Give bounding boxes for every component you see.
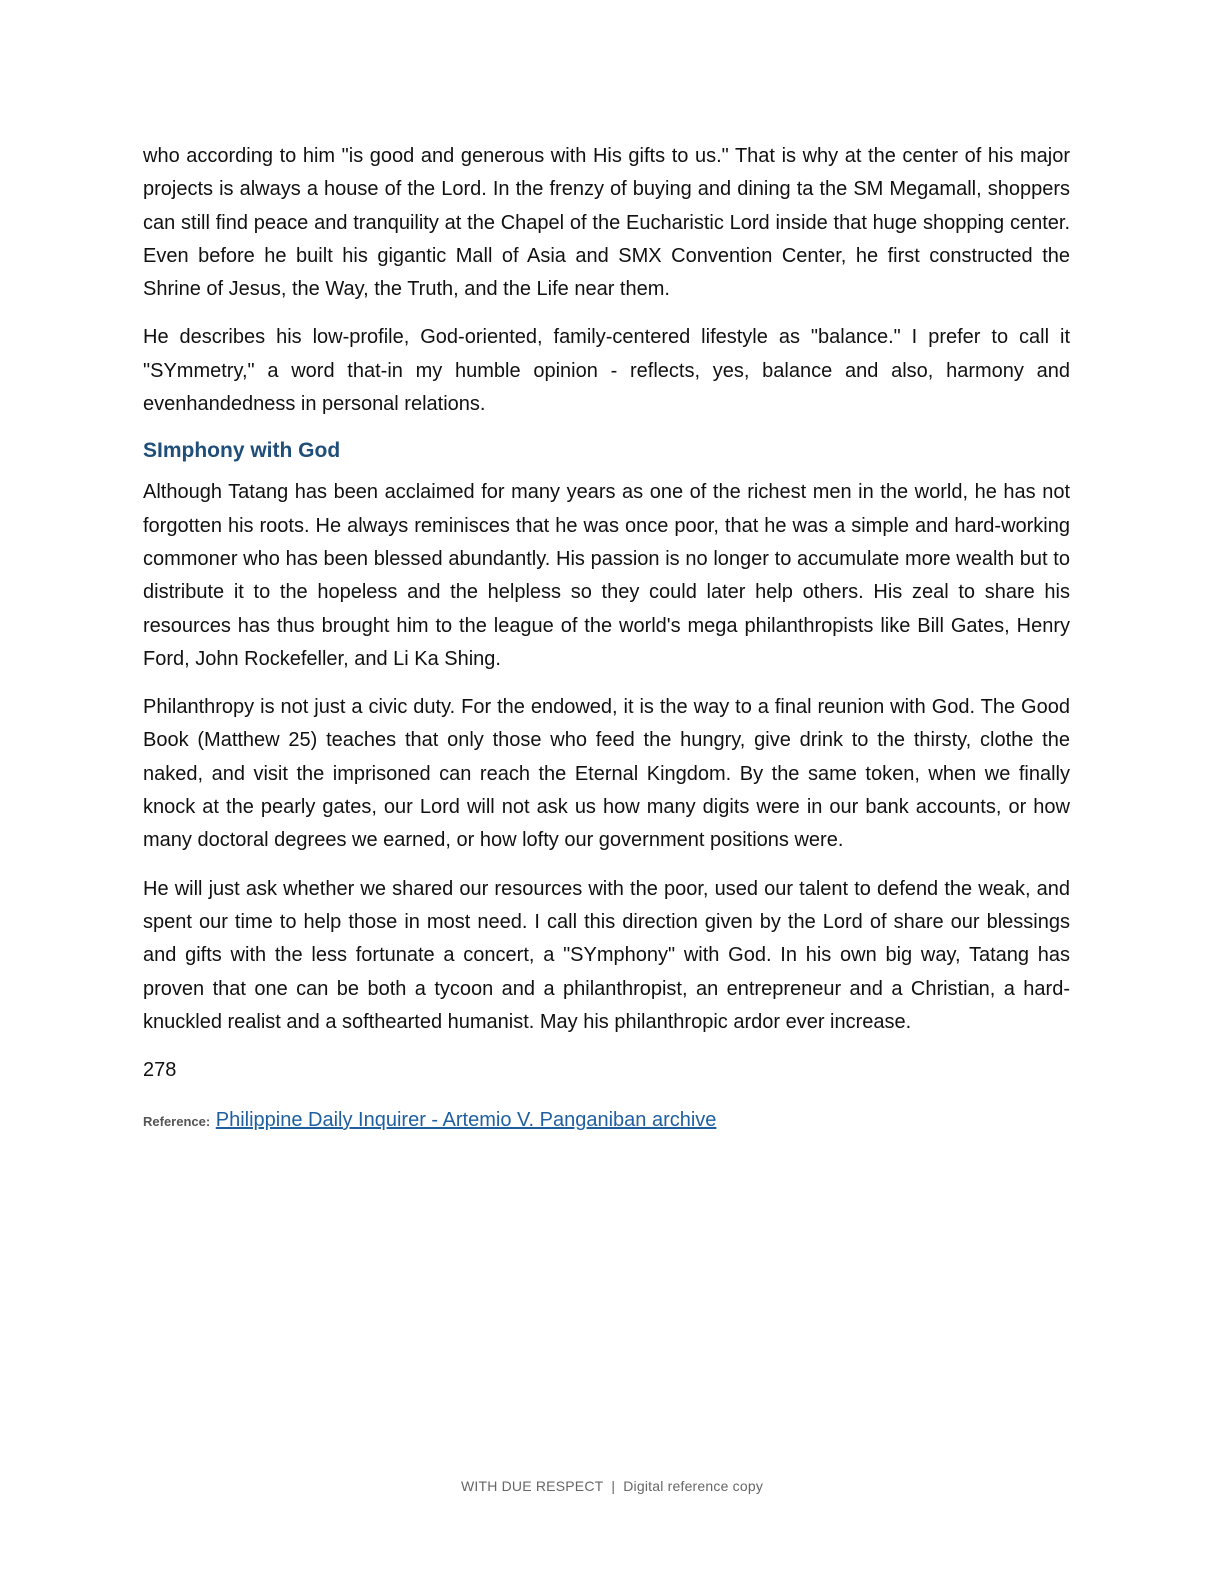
section-paragraph-3: He will just ask whether we shared our resources with the poor, used our talent to defend the weak, and spent our time to help those in most need. I call this direction given by the Lord of share our blessings and gifts with the less fortunate a concert, a "SYmphony" with God. In his own big way, Tatang has proven that one can be both a tycoon and a philanthropist, an entrepreneur and a Christian, a hard-knuckled realist and a softhearted humanist. May his philanthropic ardor ever increase. bbox=[143, 877, 1070, 1033]
page-number: 278 bbox=[143, 1059, 177, 1082]
footer-separator: | bbox=[611, 1478, 616, 1494]
page-footer bbox=[0, 1478, 1224, 1494]
section-paragraph-2: Philanthropy is not just a civic duty. For the endowed, it is the way to a final reunion with God. The Good Book (Matthew 25) teaches that only those who feed the hungry, give drink to the thirsty, clothe the naked, and visit the imprisoned can reach the Eternal Kingdom. By the same token, when we finally knock at the pearly gates, our Lord will not ask us how many digits were in our bank accounts, or how many doctoral degrees we earned, or how lofty our government positions were. bbox=[143, 696, 1070, 852]
footer-title: WITH DUE RESPECT bbox=[460, 1478, 604, 1494]
section-heading: SImphony with God bbox=[143, 439, 341, 463]
document-body bbox=[143, 140, 1070, 1137]
footer-subtitle: Digital reference copy bbox=[623, 1478, 764, 1494]
reference-line bbox=[143, 1105, 1070, 1137]
reference-label: Reference: bbox=[143, 1114, 211, 1130]
reference-link[interactable]: Philippine Daily Inquirer - Artemio V. Panganiban archive bbox=[215, 1109, 717, 1132]
body-paragraph-1: who according to him "is good and generous with His gifts to us." That is why at the center of his major projects is always a house of the Lord. In the frenzy of buying and dining ta the SM Megamall, shoppers can still find peace and tranquility at the Chapel of the Eucharistic Lord inside that huge shopping center. Even before he built his gigantic Mall of Asia and SMX Convention Center, he first constructed the Shrine of Jesus, the Way, the Truth, and the Life near them. bbox=[143, 145, 1070, 301]
section-paragraph-1: Although Tatang has been acclaimed for many years as one of the richest men in the world, he has not forgotten his roots. He always reminisces that he was once poor, that he was a simple and hard-working commoner who has been blessed abundantly. His passion is no longer to accumulate more wealth but to distribute it to the hopeless and the helpless so they could later help others. His zeal to share his resources has thus brought him to the league of the world's mega philanthropists like Bill Gates, Henry Ford, John Rockefeller, and Li Ka Shing. bbox=[143, 481, 1070, 670]
body-paragraph-2: He describes his low-profile, God-oriented, family-centered lifestyle as "balance." I prefer to call it "SYmmetry," a word that-in my humble opinion - reflects, yes, balance and also, harmony and evenhandedness in personal relations. bbox=[143, 326, 1070, 416]
